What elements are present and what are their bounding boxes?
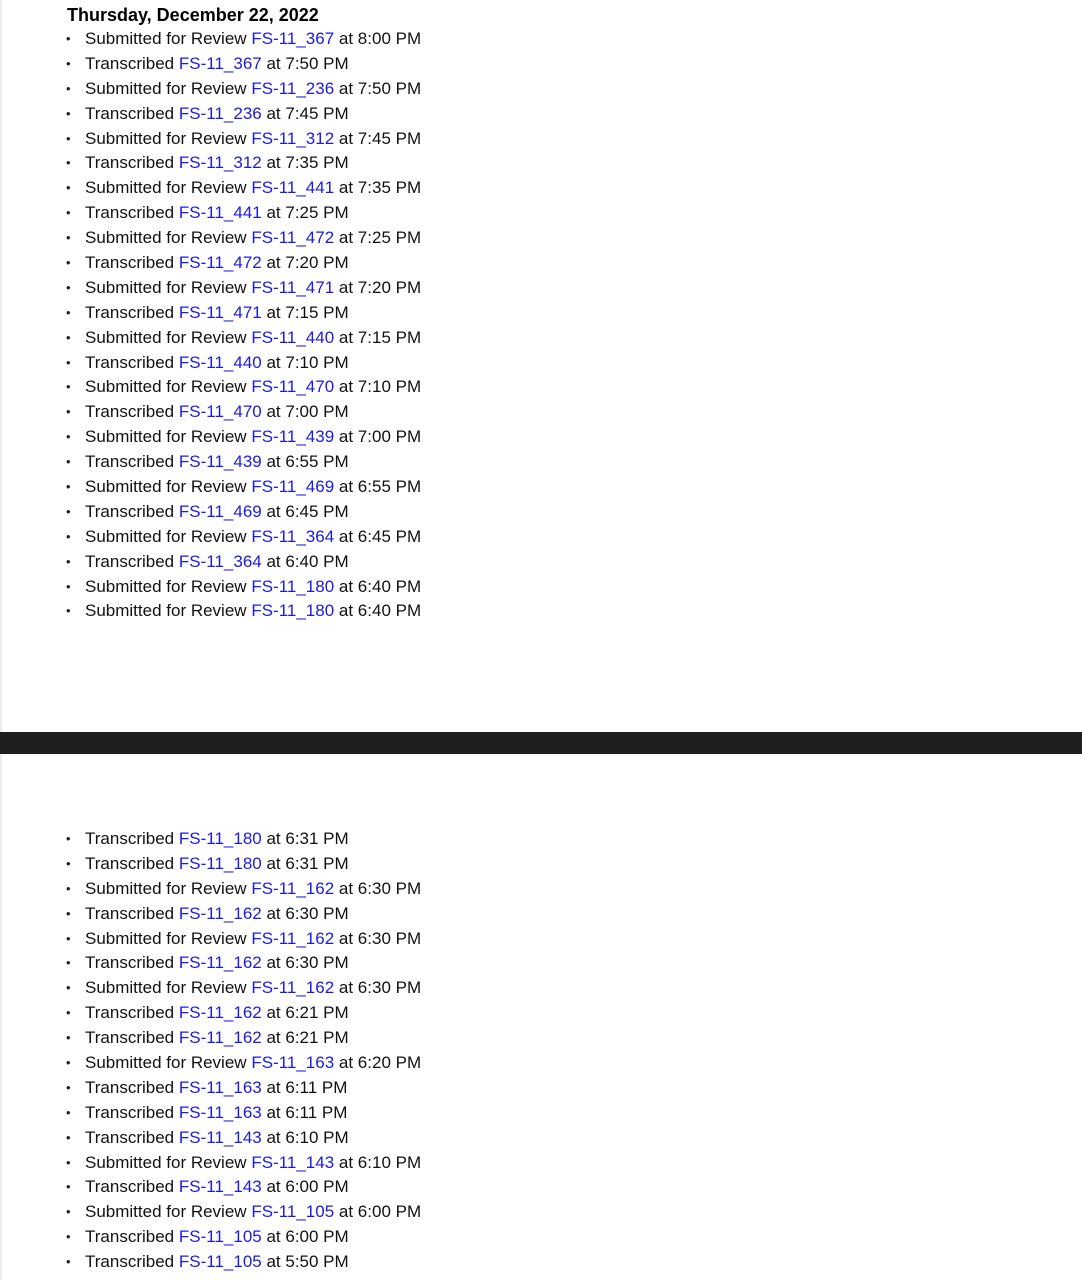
bullet-icon: • [66, 1005, 71, 1021]
activity-entry [0, 127, 421, 152]
bullet-icon: • [66, 230, 71, 246]
activity-list-bottom [0, 827, 421, 1275]
entry-action: Submitted for Review [85, 978, 247, 998]
entry-action: Transcribed [85, 1077, 175, 1097]
activity-entry [0, 1001, 421, 1026]
entry-action: Transcribed [85, 452, 175, 472]
entry-action: Submitted for Review [85, 928, 247, 948]
entry-action: Submitted for Review [85, 128, 247, 148]
activity-entry [0, 326, 421, 351]
bullet-icon: • [66, 553, 71, 569]
entry-action: Submitted for Review [85, 1202, 247, 1222]
activity-list-top [0, 27, 421, 624]
file-link[interactable]: FS-11_180 [178, 829, 262, 848]
bullet-icon: • [66, 578, 71, 594]
bullet-icon: • [66, 1030, 71, 1046]
entry-time: at 6:10 PM [338, 1152, 422, 1172]
entry-time: at 6:30 PM [338, 978, 422, 998]
activity-entry [0, 276, 421, 301]
bullet-icon: • [66, 880, 71, 896]
file-link[interactable]: FS-11_162 [251, 878, 335, 898]
entry-time: at 6:10 PM [266, 1127, 349, 1147]
file-link[interactable]: FS-11_440 [251, 327, 335, 347]
file-link[interactable]: FS-11_180 [251, 601, 335, 621]
bullet-icon: • [66, 1154, 71, 1170]
activity-entry [0, 827, 421, 852]
bullet-icon: • [66, 831, 71, 846]
entry-action: Submitted for Review [85, 277, 247, 297]
entry-time: at 6:00 PM [266, 1177, 349, 1197]
date-heading: Thursday, December 22, 2022 [67, 5, 319, 25]
file-link[interactable]: FS-11_312 [178, 153, 262, 173]
activity-entry [0, 1101, 421, 1126]
bullet-icon: • [66, 1055, 71, 1071]
activity-entry [0, 1225, 421, 1250]
entry-action: Transcribed [85, 1227, 175, 1247]
activity-entry [0, 226, 421, 251]
entry-time: at 6:11 PM [266, 1102, 348, 1122]
entry-action: Transcribed [85, 1177, 175, 1197]
bullet-icon: • [66, 1204, 71, 1220]
entry-time: at 6:55 PM [266, 452, 349, 472]
entry-time: at 7:20 PM [266, 253, 349, 273]
file-link[interactable]: FS-11_364 [251, 526, 335, 546]
activity-entry [0, 151, 421, 176]
bullet-icon: • [66, 1104, 71, 1120]
entry-time: at 7:25 PM [338, 228, 422, 248]
file-link[interactable]: FS-11_470 [251, 377, 335, 397]
file-link[interactable]: FS-11_367 [178, 53, 262, 73]
entry-time: at 7:50 PM [266, 53, 349, 73]
bullet-icon: • [66, 429, 71, 445]
entry-action: Transcribed [85, 501, 175, 521]
bullet-icon: • [66, 955, 71, 971]
bullet-icon: • [66, 279, 71, 295]
bullet-icon: • [66, 1129, 71, 1145]
file-link[interactable]: FS-11_105 [251, 1202, 335, 1222]
activity-entry [0, 1076, 421, 1101]
file-link[interactable]: FS-11_440 [178, 352, 262, 372]
entry-action: Submitted for Review [85, 29, 247, 48]
entry-time: at 7:00 PM [266, 402, 349, 422]
entry-action: Transcribed [85, 1028, 175, 1048]
bullet-icon: • [66, 130, 71, 146]
entry-time: at 7:45 PM [266, 103, 349, 123]
entry-action: Submitted for Review [85, 228, 247, 248]
activity-entry [0, 251, 421, 276]
entry-action: Transcribed [85, 352, 175, 372]
entry-action: Submitted for Review [85, 601, 247, 621]
bullet-icon: • [66, 980, 71, 996]
file-link[interactable]: FS-11_439 [251, 427, 335, 447]
file-link[interactable]: FS-11_162 [251, 928, 335, 948]
file-link[interactable]: FS-11_471 [251, 277, 335, 297]
entry-action: Submitted for Review [85, 526, 247, 546]
bullet-icon: • [66, 404, 71, 420]
entry-action: Transcribed [85, 829, 175, 848]
file-link[interactable]: FS-11_472 [251, 228, 335, 248]
entry-time: at 7:50 PM [338, 78, 422, 98]
entry-action: Transcribed [85, 302, 175, 322]
entry-time: at 6:40 PM [338, 601, 422, 621]
page-separator [0, 732, 1082, 754]
activity-entry [0, 1250, 421, 1275]
entry-time: at 6:30 PM [338, 878, 422, 898]
entry-time: at 7:20 PM [338, 277, 422, 297]
file-link[interactable]: FS-11_470 [178, 402, 262, 422]
file-link[interactable]: FS-11_162 [251, 978, 335, 998]
entry-time: at 6:40 PM [338, 576, 422, 596]
entry-action: Transcribed [85, 1127, 175, 1147]
activity-entry [0, 52, 421, 77]
entry-action: Transcribed [85, 203, 175, 223]
activity-entry [0, 400, 421, 425]
bullet-icon: • [66, 930, 71, 946]
activity-entry [0, 176, 421, 201]
activity-entry [0, 976, 421, 1001]
file-link[interactable]: FS-11_441 [251, 178, 335, 198]
bullet-icon: • [66, 180, 71, 196]
bullet-icon: • [66, 354, 71, 370]
entry-time: at 7:00 PM [338, 427, 422, 447]
entry-time: at 5:50 PM [266, 1252, 349, 1272]
file-link[interactable]: FS-11_162 [178, 903, 262, 923]
entry-action: Transcribed [85, 253, 175, 273]
entry-action: Transcribed [85, 1003, 175, 1023]
bullet-icon: • [66, 205, 71, 221]
entry-action: Transcribed [85, 853, 175, 873]
entry-time: at 7:25 PM [266, 203, 349, 223]
file-link[interactable]: FS-11_441 [178, 203, 262, 223]
entry-action: Transcribed [85, 402, 175, 422]
file-link[interactable]: FS-11_180 [178, 853, 262, 873]
entry-action: Submitted for Review [85, 78, 247, 98]
entry-time: at 7:15 PM [338, 327, 422, 347]
bullet-icon: • [66, 379, 71, 395]
entry-action: Transcribed [85, 53, 175, 73]
file-link[interactable]: FS-11_471 [178, 302, 262, 322]
file-link[interactable]: FS-11_143 [178, 1127, 262, 1147]
activity-entry [0, 351, 421, 376]
file-link[interactable]: FS-11_236 [178, 103, 262, 123]
file-link[interactable]: FS-11_162 [178, 1003, 262, 1023]
activity-entry [0, 1175, 421, 1200]
entry-time: at 7:10 PM [266, 352, 349, 372]
entry-time: at 7:10 PM [338, 377, 422, 397]
entry-action: Transcribed [85, 953, 175, 973]
file-link[interactable]: FS-11_367 [251, 29, 335, 48]
entry-action: Submitted for Review [85, 1053, 247, 1073]
file-link[interactable]: FS-11_105 [178, 1252, 262, 1272]
activity-entry [0, 450, 421, 475]
bullet-icon: • [66, 1254, 71, 1270]
entry-action: Transcribed [85, 903, 175, 923]
activity-entry [0, 550, 421, 575]
bullet-icon: • [66, 1179, 71, 1195]
activity-entry [0, 902, 421, 927]
bullet-icon: • [66, 1229, 71, 1245]
file-link[interactable]: FS-11_105 [178, 1227, 262, 1247]
entry-time: at 7:35 PM [338, 178, 422, 198]
entry-time: at 6:00 PM [338, 1202, 422, 1222]
file-link[interactable]: FS-11_143 [251, 1152, 335, 1172]
bullet-icon: • [66, 105, 71, 121]
file-link[interactable]: FS-11_163 [178, 1077, 262, 1097]
entry-time: at 6:21 PM [266, 1003, 349, 1023]
activity-entry [0, 500, 421, 525]
entry-time: at 7:45 PM [338, 128, 422, 148]
file-link[interactable]: FS-11_439 [178, 452, 262, 472]
activity-entry [0, 1026, 421, 1051]
bullet-icon: • [66, 31, 71, 46]
bullet-icon: • [66, 454, 71, 470]
file-link[interactable]: FS-11_163 [178, 1102, 262, 1122]
file-link[interactable]: FS-11_312 [251, 128, 335, 148]
entry-time: at 6:30 PM [266, 903, 349, 923]
entry-time: at 7:35 PM [266, 153, 349, 173]
bullet-icon: • [66, 1079, 71, 1095]
bullet-icon: • [66, 528, 71, 544]
entry-time: at 6:40 PM [266, 551, 349, 571]
entry-action: Submitted for Review [85, 178, 247, 198]
entry-action: Submitted for Review [85, 1152, 247, 1172]
bullet-icon: • [66, 255, 71, 271]
entry-action: Submitted for Review [85, 327, 247, 347]
activity-entry [0, 475, 421, 500]
bullet-icon: • [66, 855, 71, 871]
activity-entry [0, 425, 421, 450]
activity-entry [0, 201, 421, 226]
bullet-icon: • [66, 55, 71, 71]
activity-entry [0, 375, 421, 400]
activity-entry [0, 77, 421, 102]
entry-action: Transcribed [85, 1252, 175, 1272]
activity-entry [0, 852, 421, 877]
entry-action: Transcribed [85, 551, 175, 571]
entry-action: Transcribed [85, 1102, 175, 1122]
bullet-icon: • [66, 905, 71, 921]
entry-action: Submitted for Review [85, 878, 247, 898]
entry-time: at 6:45 PM [266, 501, 349, 521]
file-link[interactable]: FS-11_163 [251, 1053, 335, 1073]
activity-entry [0, 102, 421, 127]
activity-entry [0, 1200, 421, 1225]
activity-entry [0, 599, 421, 624]
entry-action: Submitted for Review [85, 477, 247, 497]
file-link[interactable]: FS-11_469 [251, 477, 335, 497]
entry-action: Submitted for Review [85, 576, 247, 596]
activity-entry [0, 927, 421, 952]
entry-time: at 6:21 PM [266, 1028, 349, 1048]
activity-entry [0, 877, 421, 902]
entry-action: Submitted for Review [85, 377, 247, 397]
entry-time: at 6:31 PM [266, 853, 349, 873]
bullet-icon: • [66, 603, 71, 619]
bullet-icon: • [66, 329, 71, 345]
bullet-icon: • [66, 155, 71, 171]
activity-entry [0, 27, 421, 52]
entry-action: Submitted for Review [85, 427, 247, 447]
file-link[interactable]: FS-11_180 [251, 576, 335, 596]
bullet-icon: • [66, 304, 71, 320]
entry-time: at 6:45 PM [338, 526, 422, 546]
activity-entry [0, 951, 421, 976]
entry-time: at 7:15 PM [266, 302, 349, 322]
entry-time: at 6:30 PM [266, 953, 349, 973]
activity-entry [0, 575, 421, 600]
entry-time: at 6:11 PM [266, 1077, 348, 1097]
entry-time: at 6:31 PM [266, 829, 349, 848]
bullet-icon: • [66, 80, 71, 96]
entry-action: Transcribed [85, 153, 175, 173]
entry-time: at 6:30 PM [338, 928, 422, 948]
activity-entry [0, 525, 421, 550]
activity-entry [0, 1126, 421, 1151]
file-link[interactable]: FS-11_143 [178, 1177, 262, 1197]
entry-time: at 8:00 PM [338, 29, 422, 48]
activity-entry [0, 1151, 421, 1176]
file-link[interactable]: FS-11_162 [178, 953, 262, 973]
entry-time: at 6:20 PM [338, 1053, 422, 1073]
entry-time: at 6:00 PM [266, 1227, 349, 1247]
file-link[interactable]: FS-11_364 [178, 551, 262, 571]
file-link[interactable]: FS-11_162 [178, 1028, 262, 1048]
entry-time: at 6:55 PM [338, 477, 422, 497]
file-link[interactable]: FS-11_469 [178, 501, 262, 521]
bullet-icon: • [66, 503, 71, 519]
file-link[interactable]: FS-11_472 [178, 253, 262, 273]
bullet-icon: • [66, 479, 71, 495]
activity-entry [0, 301, 421, 326]
activity-entry [0, 1051, 421, 1076]
entry-action: Transcribed [85, 103, 175, 123]
file-link[interactable]: FS-11_236 [251, 78, 335, 98]
